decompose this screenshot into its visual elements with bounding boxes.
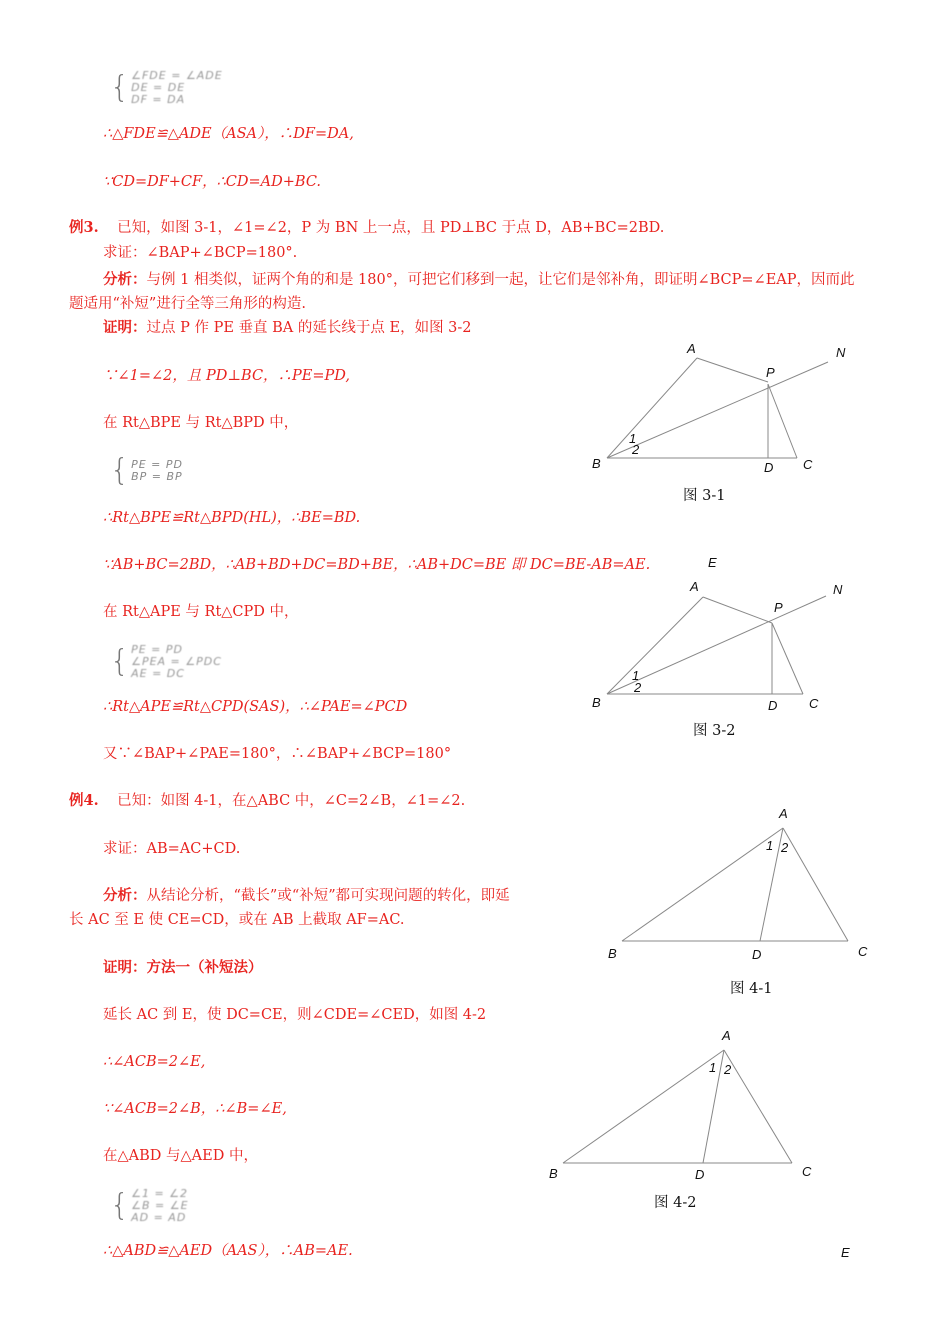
proof-line: 在△ABD 与△AED 中， — [103, 1148, 258, 1164]
proof-line: ∵AB+BC=2BD，∴AB+BD+DC=BD+BE，∴AB+DC=BE 即 DC=BE-AB=AE. — [103, 557, 651, 573]
point-label-b: B — [592, 695, 601, 710]
angle-label-2: 2 — [724, 1062, 732, 1077]
prove-text: 求证：AB=AC+CD. — [103, 841, 241, 857]
brace-row: AD = AD — [131, 1211, 187, 1224]
angle-label-2: 2 — [781, 840, 789, 855]
figure-caption: 图 3-2 — [693, 723, 736, 739]
point-label-b: B — [549, 1166, 558, 1181]
point-label-n: N — [836, 345, 846, 360]
point-label-p: P — [774, 600, 783, 615]
figure-caption: 图 4-2 — [654, 1195, 697, 1211]
analysis-line: 长 AC 至 E 使 CE=CD，或在 AB 上截取 AF=AC. — [69, 912, 405, 928]
example-label: 例4. — [69, 792, 99, 809]
left-brace: { — [110, 453, 130, 488]
prove-text: 求证：∠BAP+∠BCP=180°. — [103, 245, 298, 261]
left-brace: { — [110, 644, 130, 679]
proof-line: 在 Rt△BPE 与 Rt△BPD 中， — [103, 415, 299, 431]
proof-line: 在 Rt△APE 与 Rt△CPD 中， — [103, 604, 299, 620]
figure-caption: 图 3-1 — [683, 488, 726, 504]
point-label-a: A — [690, 579, 699, 594]
proof-line: 延长 AC 到 E，使 DC=CE，则∠CDE=∠CED，如图 4-2 — [103, 1007, 487, 1023]
brace-row: ∠B = ∠E — [131, 1199, 189, 1212]
point-label-c: C — [809, 696, 819, 711]
analysis-text: 与例 1 相类似，证两个角的和是 180°，可把它们移到一起，让它们是邻补角，即证明∠BCP=∠EAP，因而此题适用“补短”进行全等三角形的构造. — [69, 272, 855, 312]
proof-line: ∴△ABD≌△AED（AAS），∴AB=AE. — [103, 1243, 353, 1259]
angle-label-1: 1 — [629, 431, 637, 446]
point-label-a: A — [687, 341, 696, 356]
brace-row: AE = DC — [131, 667, 185, 680]
segment-ab — [563, 1050, 724, 1163]
brace-row: PE = PD — [131, 458, 183, 471]
brace-row: ∠1 = ∠2 — [131, 1187, 189, 1200]
left-brace: { — [110, 70, 130, 105]
point-label-c: C — [803, 457, 813, 472]
proof-line: ∵∠ACB=2∠B，∴∠B=∠E, — [103, 1101, 287, 1117]
brace-row: DE = DE — [131, 81, 186, 94]
brace-row: BP = BP — [131, 470, 183, 483]
left-brace: { — [110, 1188, 130, 1223]
point-label-d: D — [764, 460, 774, 475]
angle-label-2: 2 — [632, 442, 640, 457]
point-label-b: B — [592, 456, 601, 471]
proof-line: ∵CD=DF+CF，∴CD=AD+BC. — [103, 174, 322, 190]
given-text: 已知：如图 4-1，在△ABC 中，∠C=2∠B，∠1=∠2. — [117, 793, 466, 809]
point-label-a: A — [722, 1028, 731, 1043]
analysis-label: 分析： — [103, 271, 147, 288]
brace-row: DF = DA — [131, 93, 186, 106]
point-label-c: C — [858, 944, 868, 959]
point-label-d: D — [768, 698, 778, 713]
point-label-d: D — [752, 947, 762, 962]
brace-row: ∠PEA = ∠PDC — [131, 655, 222, 668]
proof-line: ∴△FDE≌△ADE（ASA），∴DF=DA, — [103, 126, 354, 142]
example-label: 例3. — [69, 219, 99, 236]
brace-row: ∠FDE = ∠ADE — [131, 69, 223, 82]
brace-row: PE = PD — [131, 643, 183, 656]
point-label-a: A — [779, 806, 788, 821]
point-label-e: E — [841, 1245, 850, 1260]
proof-label: 证明： — [103, 319, 147, 336]
proof-line: ∵∠1=∠2，且 PD⊥BC，∴PE=PD, — [103, 368, 351, 384]
angle-label-1: 1 — [632, 668, 640, 683]
proof-line: 又∵∠BAP+∠PAE=180°，∴∠BAP+∠BCP=180° — [103, 746, 452, 762]
angle-label-1: 1 — [766, 838, 774, 853]
angle-label-2: 2 — [634, 680, 642, 695]
proof-line: ∴Rt△BPE≌Rt△BPD(HL)，∴BE=BD. — [103, 510, 361, 526]
point-label-n: N — [833, 582, 843, 597]
point-label-p: P — [766, 365, 775, 380]
proof-line: ∴∠ACB=2∠E, — [103, 1054, 206, 1070]
analysis-label: 分析： — [103, 887, 147, 904]
segment-ac — [724, 1050, 792, 1163]
analysis-text: 从结论分析，“截长”或“补短”都可实现问题的转化，即延 — [146, 888, 510, 904]
angle-label-1: 1 — [709, 1060, 717, 1075]
point-label-b: B — [608, 946, 617, 961]
proof-line: ∴Rt△APE≌Rt△CPD(SAS)，∴∠PAE=∠PCD — [103, 699, 408, 715]
given-text: 已知，如图 3-1，∠1=∠2，P 为 BN 上一点，且 PD⊥BC 于点 D，AB+BC=2BD. — [117, 220, 665, 236]
point-label-e: E — [708, 555, 717, 570]
point-label-d: D — [695, 1167, 705, 1182]
proof-text: 过点 P 作 PE 垂直 BA 的延长线于点 E，如图 3-2 — [146, 320, 472, 336]
proof-title: 证明：方法一（补短法） — [103, 959, 263, 976]
point-label-c: C — [802, 1164, 812, 1179]
figure-caption: 图 4-1 — [730, 981, 773, 997]
